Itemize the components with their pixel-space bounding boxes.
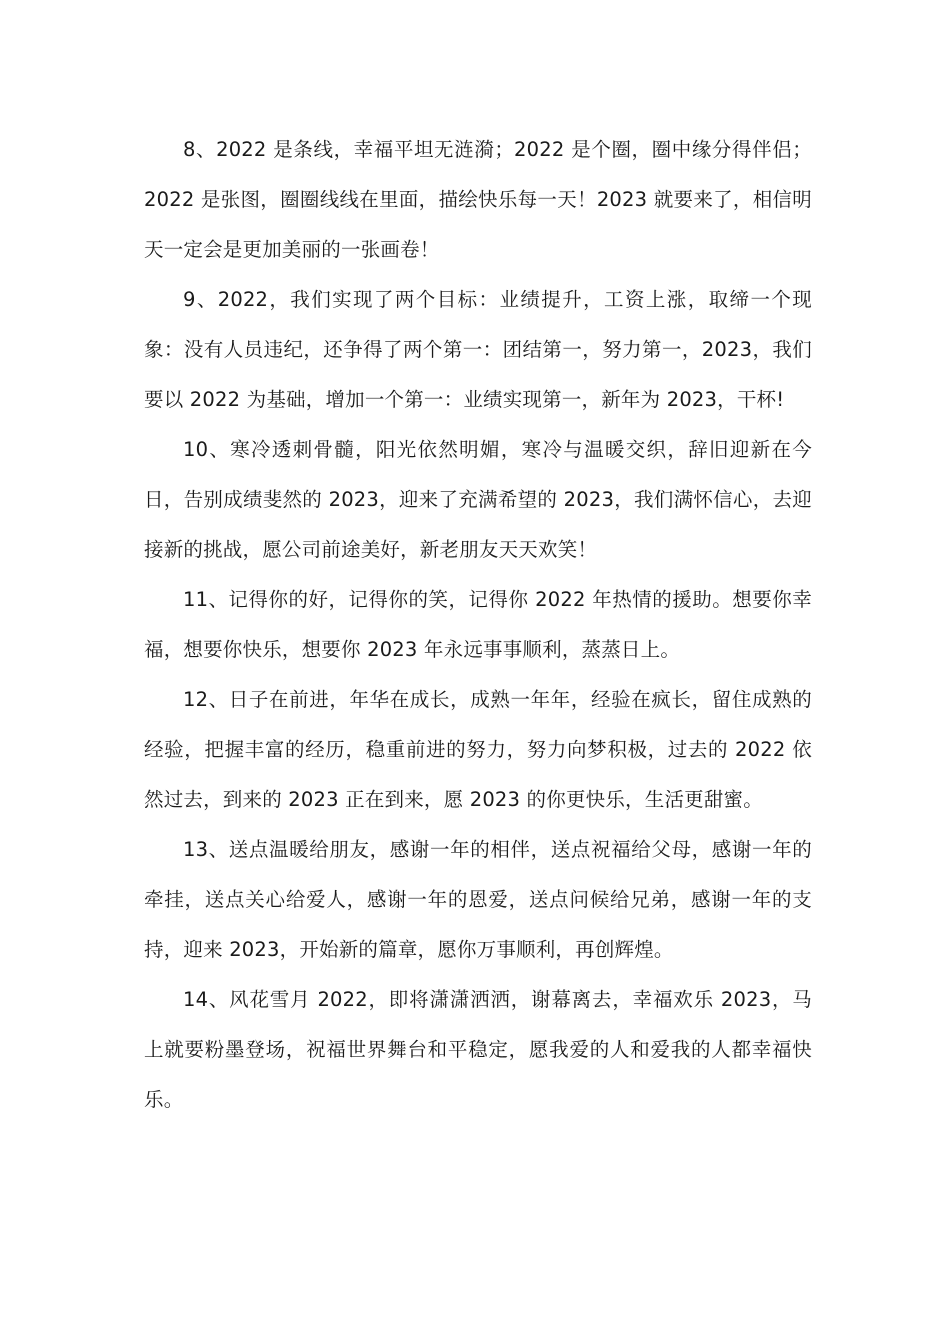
paragraph-11: 11、记得你的好，记得你的笑，记得你 2022 年热情的援助。想要你幸福，想要你快乐，想要你 2023 年永远事事顺利，蒸蒸日上。: [144, 588, 812, 661]
paragraph-8: 8、2022 是条线，幸福平坦无涟漪；2022 是个圈，圈中缘分得伴侣；2022 是张图，圈圈线线在里面，描绘快乐每一天！2023 就要来了，相信明天一定会是更加美丽的一张画卷！: [144, 138, 812, 261]
paragraph-9: 9、2022，我们实现了两个目标：业绩提升，工资上涨，取缔一个现象：没有人员违纪，还争得了两个第一：团结第一，努力第一，2023，我们要以 2022 为基础，增加一个第一：业绩实现第一，新年为 2023，干杯!: [144, 288, 812, 411]
paragraph-12: 12、日子在前进，年华在成长，成熟一年年，经验在疯长，留住成熟的经验，把握丰富的经历，稳重前进的努力，努力向梦积极，过去的 2022 依然过去，到来的 2023 正在到来，愿 2023 的你更快乐，生活更甜蜜。: [144, 688, 812, 811]
document-page: [144, 125, 812, 1125]
paragraph-10: 10、寒冷透刺骨髓，阳光依然明媚，寒冷与温暖交织，辞旧迎新在今日，告别成绩斐然的 2023，迎来了充满希望的 2023，我们满怀信心，去迎接新的挑战，愿公司前途美好，新老朋友天天欢笑！: [144, 438, 812, 561]
paragraph-14: 14、风花雪月 2022，即将潇潇洒洒，谢幕离去，幸福欢乐 2023，马上就要粉墨登场，祝福世界舞台和平稳定，愿我爱的人和爱我的人都幸福快乐。: [144, 988, 812, 1111]
paragraph-13: 13、送点温暖给朋友，感谢一年的相伴，送点祝福给父母，感谢一年的牵挂，送点关心给爱人，感谢一年的恩爱，送点问候给兄弟，感谢一年的支持，迎来 2023，开始新的篇章，愿你万事顺利，再创辉煌。: [144, 838, 812, 961]
